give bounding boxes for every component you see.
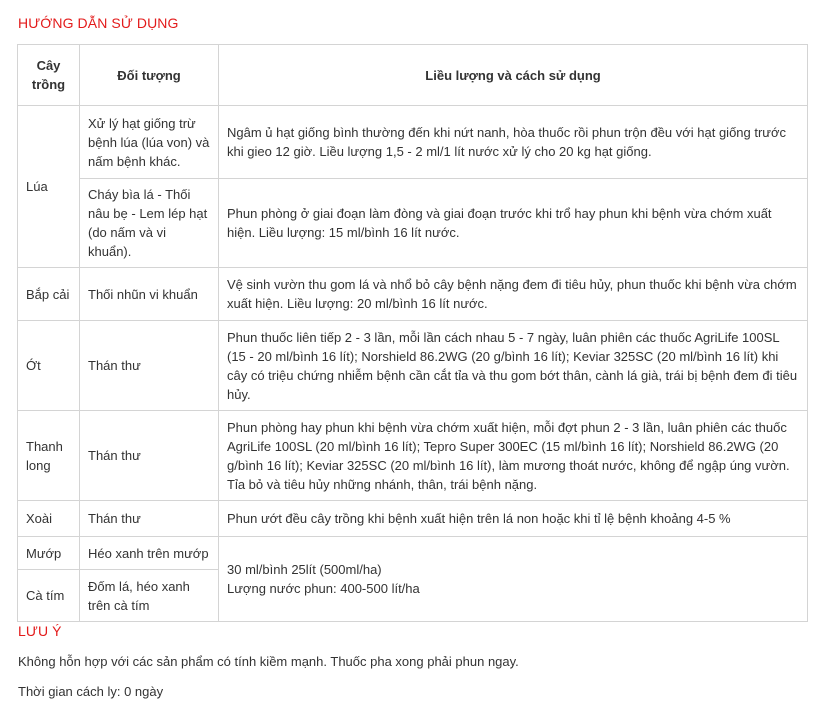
- cell-target: Thối nhũn vi khuẩn: [80, 268, 219, 321]
- cell-crop: Cà tím: [18, 570, 80, 622]
- table-row: [18, 537, 808, 570]
- cell-crop: Ớt: [18, 321, 80, 411]
- cell-crop: Bắp cải: [18, 268, 80, 321]
- usage-table: [17, 44, 808, 622]
- cell-target: Đốm lá, héo xanh trên cà tím: [80, 570, 219, 622]
- note-text: Không hỗn hợp với các sản phẩm có tính kiềm mạnh. Thuốc pha xong phải phun ngay.: [18, 654, 519, 669]
- table-row: [18, 179, 808, 268]
- header-target: Đối tượng: [80, 45, 219, 106]
- table-row: [18, 321, 808, 411]
- usage-water-line: Lượng nước phun: 400-500 lít/ha: [227, 581, 420, 596]
- header-usage: Liều lượng và cách sử dụng: [219, 45, 808, 106]
- table-row: [18, 411, 808, 501]
- cell-usage: Phun ướt đều cây trồng khi bệnh xuất hiện trên lá non hoặc khi tỉ lệ bệnh khoảng 4-5 %: [219, 501, 808, 537]
- header-crop: Cây trồng: [18, 45, 80, 106]
- cell-target: Thán thư: [80, 501, 219, 537]
- cell-crop: Xoài: [18, 501, 80, 537]
- table-header-row: [18, 45, 808, 106]
- cell-crop: Lúa: [18, 106, 80, 268]
- cell-usage: Vệ sinh vườn thu gom lá và nhổ bỏ cây bệnh nặng đem đi tiêu hủy, phun thuốc khi bệnh vừa chớm xuất hiện. Liều lượng: 20 ml/bình 16 lít nước.: [219, 268, 808, 321]
- note-text: Thời gian cách ly: 0 ngày: [18, 684, 164, 699]
- cell-target: Cháy bìa lá - Thối nâu bẹ - Lem lép hạt (do nấm và vi khuẩn).: [80, 179, 219, 268]
- cell-target: Héo xanh trên mướp: [80, 537, 219, 570]
- section-title-usage: HƯỚNG DẪN SỬ DỤNG: [18, 15, 179, 31]
- table-row: [18, 106, 808, 179]
- cell-usage-shared: [219, 537, 808, 622]
- cell-target: Xử lý hạt giống trừ bệnh lúa (lúa von) và nấm bệnh khác.: [80, 106, 219, 179]
- cell-crop: Mướp: [18, 537, 80, 570]
- cell-usage: Ngâm ủ hạt giống bình thường đến khi nứt nanh, hòa thuốc rồi phun trộn đều với hạt giống trước khi gieo 12 giờ. Liều lượng 1,5 - 2 ml/1 lít nước xử lý cho 20 kg hạt giống.: [219, 106, 808, 179]
- cell-usage: Phun phòng hay phun khi bệnh vừa chớm xuất hiện, mỗi đợt phun 2 - 3 lần, luân phiên các thuốc AgriLife 100SL (20 ml/bình 16 lít); Tepro Super 300EC (15 ml/bình 16 lít); Norshield 86.2WG (20 g/bình 16 lít); Keviar 325SC (20 ml/bình 16 lít), làm mương thoát nước, không để ngập úng vườn. Tỉa bỏ và tiêu hủy những nhánh, thân, trái bệnh nặng.: [219, 411, 808, 501]
- table-row: [18, 268, 808, 321]
- cell-usage: Phun phòng ở giai đoạn làm đòng và giai đoạn trước khi trổ hay phun khi bệnh vừa chớm xuất hiện. Liều lượng: 15 ml/bình 16 lít nước.: [219, 179, 808, 268]
- cell-target: Thán thư: [80, 411, 219, 501]
- usage-dose-line: 30 ml/bình 25lít (500ml/ha): [227, 562, 382, 577]
- cell-crop: Thanh long: [18, 411, 80, 501]
- table-row: [18, 501, 808, 537]
- cell-usage: Phun thuốc liên tiếp 2 - 3 lần, mỗi lần cách nhau 5 - 7 ngày, luân phiên các thuốc AgriLife 100SL (15 - 20 ml/bình 16 lít); Norshield 86.2WG (20 g/bình 16 lít); Keviar 325SC (20 ml/bình 16 lít) khi cây có triệu chứng nhiễm bệnh cần cắt tỉa và thu gom bớt thân, cành lá già, trái bị bệnh đem đi tiêu hủy.: [219, 321, 808, 411]
- cell-target: Thán thư: [80, 321, 219, 411]
- section-title-note: LƯU Ý: [18, 623, 62, 639]
